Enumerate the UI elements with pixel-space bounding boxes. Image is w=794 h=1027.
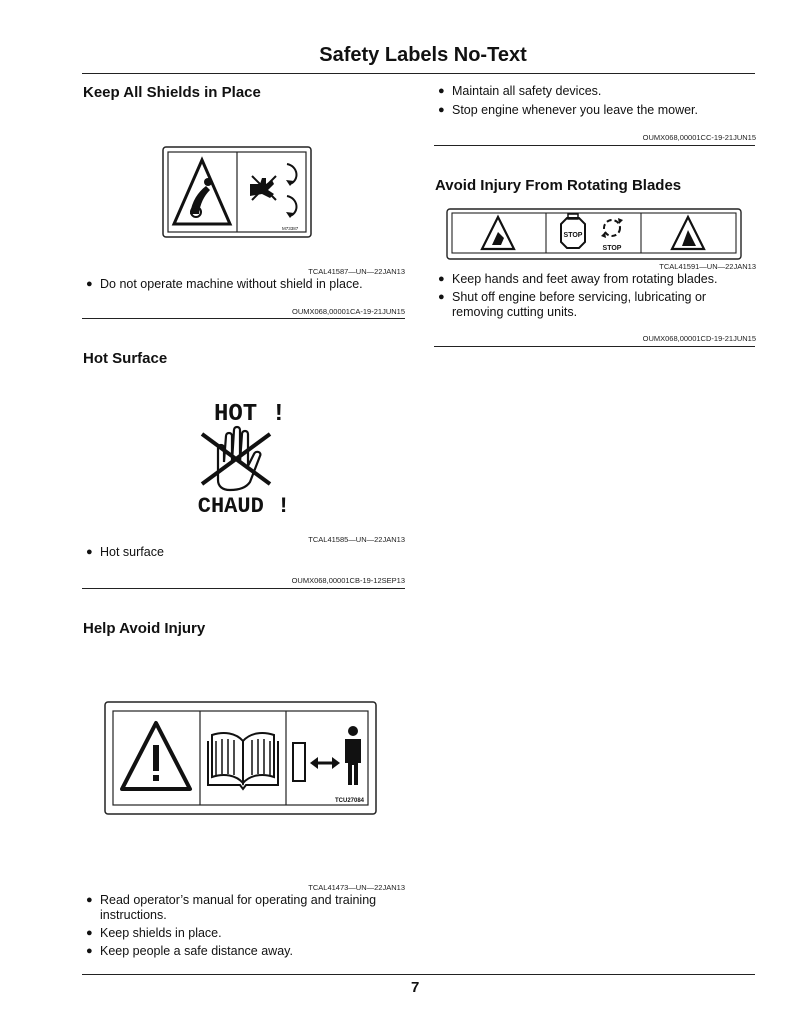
page-title: Safety Labels No-Text xyxy=(319,44,527,66)
blade-stop-1: STOP xyxy=(563,232,583,239)
injury-safety-label xyxy=(104,701,377,815)
injury-label-code: TCU27084 xyxy=(334,798,364,804)
figure-ref-shields: TCAL41587—UN—22JAN13 xyxy=(308,267,405,276)
bullet: ● xyxy=(86,278,93,290)
section-heading-shields: Keep All Shields in Place xyxy=(83,84,261,101)
shield-safety-label xyxy=(162,146,312,238)
doc-ref-devices: OUMX068,00001CC-19-21JUN15 xyxy=(642,133,756,142)
list-item: ● Stop engine whenever you leave the mower. xyxy=(438,103,698,117)
bullet: ● xyxy=(438,291,445,303)
doc-ref-hot: OUMX068,00001CB-19-12SEP13 xyxy=(291,576,405,585)
figure-ref-hot: TCAL41585—UN—22JAN13 xyxy=(308,535,405,544)
bullet: ● xyxy=(86,546,93,558)
bullet: ● xyxy=(86,894,93,906)
page-number: 7 xyxy=(411,979,420,996)
list-item: ● Keep shields in place. xyxy=(86,926,222,940)
list-item: ● Maintain all safety devices. xyxy=(438,84,602,98)
blade-stop-2: STOP xyxy=(602,245,622,252)
figure-ref-injury: TCAL41473—UN—22JAN13 xyxy=(308,883,405,892)
hot-label-bottom: CHAUD ! xyxy=(197,494,291,519)
list-item: ● Shut off engine before servicing, lubricating or removing cutting units. xyxy=(438,290,707,319)
doc-ref-shields: OUMX068,00001CA-19-21JUN15 xyxy=(292,307,405,316)
list-item: ● Do not operate machine without shield in place. xyxy=(86,277,363,291)
hot-surface-label xyxy=(188,392,308,522)
section-rule xyxy=(82,588,405,589)
shield-label-code: M73387 xyxy=(282,226,299,231)
list-item: ● Keep people a safe distance away. xyxy=(86,944,293,958)
section-rule xyxy=(82,318,405,319)
footer-rule xyxy=(82,974,755,975)
bullet: ● xyxy=(438,273,445,285)
title-rule xyxy=(82,73,755,74)
bullet: ● xyxy=(86,927,93,939)
list-item: ● Keep hands and feet away from rotating blades. xyxy=(438,272,718,286)
section-heading-hot: Hot Surface xyxy=(83,350,168,367)
bullet: ● xyxy=(438,85,445,97)
bullet: ● xyxy=(438,104,445,116)
list-item: ● Read operator’s manual for operating and training instructions. xyxy=(86,893,377,922)
section-heading-blades: Avoid Injury From Rotating Blades xyxy=(435,177,682,194)
bullet: ● xyxy=(86,945,93,957)
hot-label-top: HOT ! xyxy=(213,401,287,428)
blade-safety-label xyxy=(446,208,742,260)
figure-ref-blades: TCAL41591—UN—22JAN13 xyxy=(659,262,756,271)
list-item: ● Hot surface xyxy=(86,545,164,559)
section-rule xyxy=(434,145,755,146)
doc-ref-blades: OUMX068,00001CD-19-21JUN15 xyxy=(642,334,756,343)
section-heading-injury: Help Avoid Injury xyxy=(83,620,206,637)
section-rule xyxy=(434,346,755,347)
